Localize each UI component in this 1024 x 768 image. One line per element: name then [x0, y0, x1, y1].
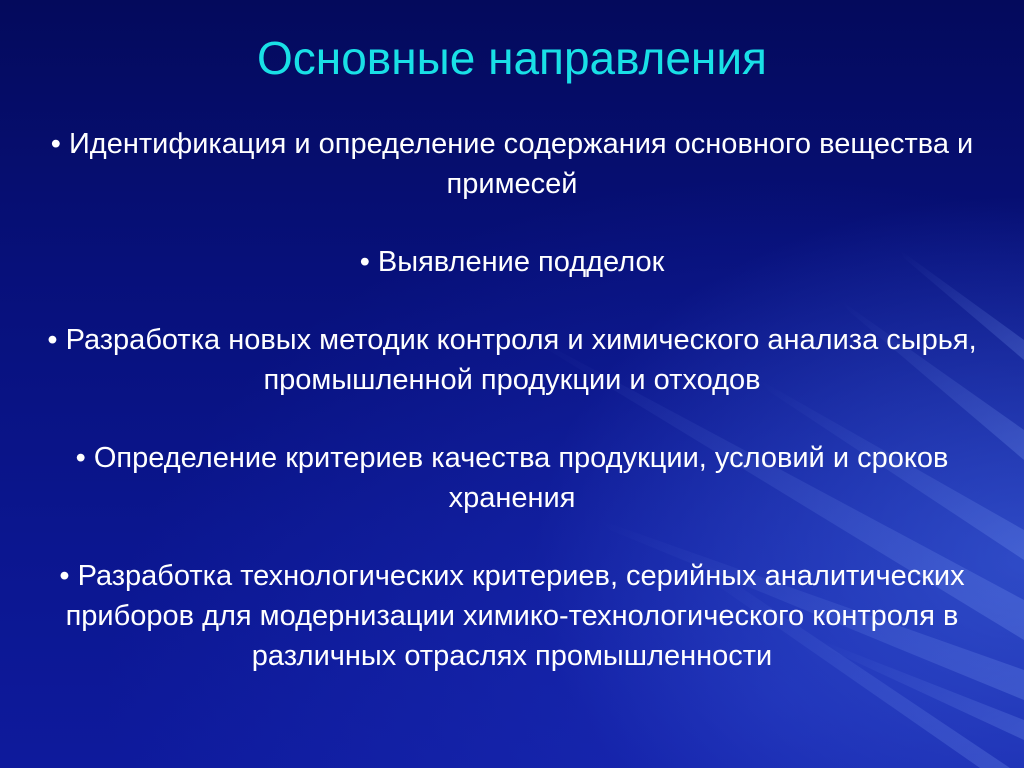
bullet-item: [40, 438, 984, 518]
bullet-text: Выявление подделок: [377, 246, 665, 278]
bullet-text: Разработка технологических критериев, серийных аналитических приборов для модернизации химико-технологического контроля в различных отраслях промышленности: [65, 560, 965, 672]
bullet-marker: •: [59, 560, 70, 592]
bullet-text: Разработка новых методик контроля и химического анализа сырья, промышленной продукции и отходов: [65, 324, 977, 396]
slide-title: Основные направления: [257, 32, 767, 84]
bullet-item: [40, 320, 984, 400]
bullet-marker: •: [75, 442, 86, 474]
bullet-item: [40, 556, 984, 676]
bullet-text: Идентификация и определение содержания основного вещества и примесей: [68, 128, 974, 200]
bullet-item: [40, 124, 984, 204]
bullet-marker: •: [359, 246, 370, 278]
bullet-text: Определение критериев качества продукции, условий и сроков хранения: [93, 442, 949, 514]
bullet-marker: •: [50, 128, 61, 160]
bullet-marker: •: [47, 324, 58, 356]
bullet-item: [40, 242, 984, 282]
bullet-list: [40, 124, 984, 676]
